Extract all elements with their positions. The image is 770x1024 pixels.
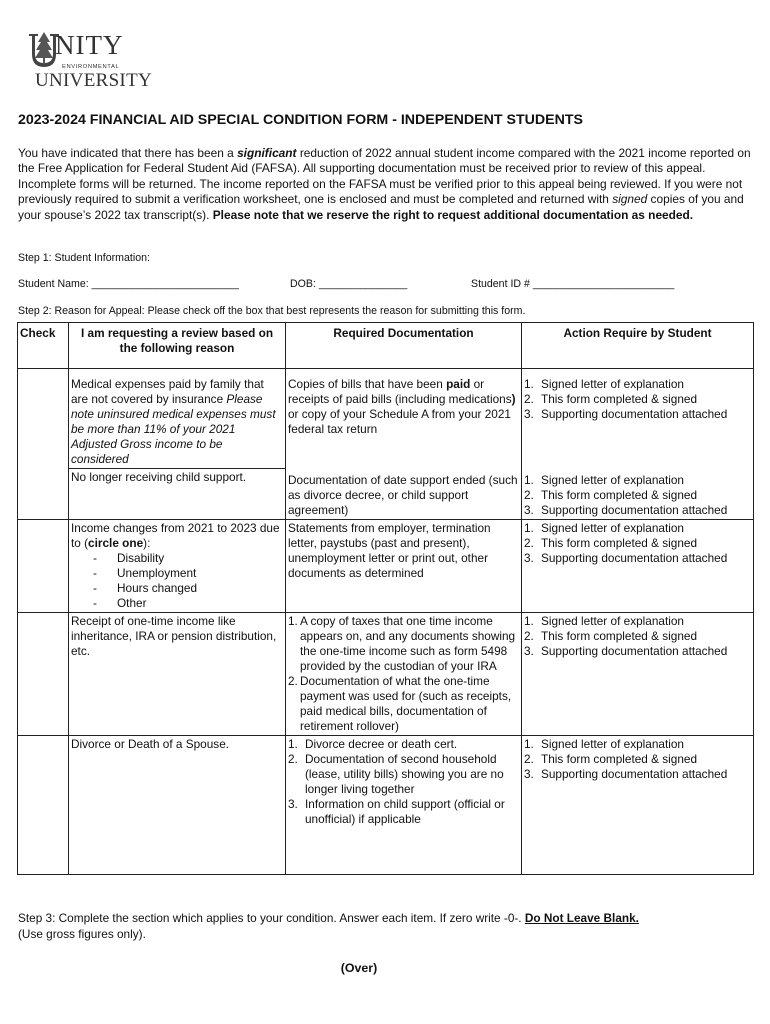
action-one-time-income: 1. Signed letter of explanation 2. This form completed & signed 3. Supporting documentation attached [522,612,754,735]
check-cell-one-time-income[interactable] [18,612,69,735]
logo-word-unity: NITY [55,30,124,60]
table-row [18,376,754,469]
header-reason: I am requesting a review based on the following reason [69,323,286,369]
step1-label: Step 1: Student Information: [18,252,150,264]
dob-field[interactable]: DOB: _______________ [290,278,408,290]
check-cell-medical[interactable] [18,376,69,469]
form-title: 2023-2024 FINANCIAL AID SPECIAL CONDITION FORM - INDEPENDENT STUDENTS [18,112,583,128]
student-name-field[interactable]: Student Name: _________________________ [18,278,239,290]
student-id-field[interactable]: Student ID # ________________________ [471,278,675,290]
step2-label: Step 2: Reason for Appeal: Please check off the box that best represents the reason for submitting this form. [18,305,526,317]
reason-medical: Medical expenses paid by family that are not covered by insurance Please note uninsured medical expenses must be more than 11% of your 2021 Adjusted Gross income to be considered [69,376,286,469]
docs-one-time-income: 1. A copy of taxes that one time income appears on, and any documents showing the one-time income such as form 5498 provided by the custodian of your IRA 2. Documentation of what the one-time payment was used for (such as receipts, paid medical bills, documentation of retirement rollover) [286,612,522,735]
check-cell-divorce[interactable] [18,735,69,828]
table-row [18,612,754,735]
action-divorce: 1. Signed letter of explanation 2. This form completed & signed 3. Supporting documentation attached [522,735,754,828]
reason-divorce: Divorce or Death of a Spouse. [69,735,286,828]
action-income-change: 1. Signed letter of explanation 2. This form completed & signed 3. Supporting documentation attached [522,519,754,612]
appeal-reasons-table [17,322,754,875]
logo-university: UNIVERSITY [35,70,152,91]
page-over-note: (Over) [340,961,378,975]
table-row [18,469,754,520]
intro-paragraph: You have indicated that there has been a significant reduction of 2022 annual student income compared with the 2021 income reported on the Free Application for Federal Student Aid (FAFSA). All supporting documentation must be received prior to review of this appeal. Incomplete forms will be returned. The income reported on the FAFSA must be verified prior to this appeal being reviewed. If you were not previously required to submit a verification worksheet, one is enclosed and must be completed and returned with signed copies of you and your spouse’s 2022 tax transcript(s). Please note that we reserve the right to request additional documentation as needed. [18,146,751,222]
docs-medical: Copies of bills that have been paid or receipts of paid bills (including medications) or copy of your Schedule A from your 2021 federal tax return [286,376,522,469]
step3-instructions: Step 3: Complete the section which applies to your condition. Answer each item. If zero write -0-. Do Not Leave Blank. (Use gross figures only). [18,911,639,941]
docs-income-change: Statements from employer, termination letter, paystubs (past and present), unemployment letter or print out, other documents as determined [286,519,522,612]
check-cell-income-change[interactable] [18,519,69,612]
reason-child-support: No longer receiving child support. [69,469,286,520]
reason-income-change: Income changes from 2021 to 2023 due to (circle one): - Disability - Unemployment - Hours changed - Other [69,519,286,612]
table-row [18,735,754,828]
logo-environmental: ENVIRONMENTAL [62,64,120,70]
reason-one-time-income: Receipt of one-time income like inheritance, IRA or pension distribution, etc. [69,612,286,735]
action-medical: 1. Signed letter of explanation 2. This form completed & signed 3. Supporting documentation attached [522,376,754,469]
action-child-support: 1. Signed letter of explanation 2. This form completed & signed 3. Supporting documentation attached [522,469,754,520]
docs-divorce: 1. Divorce decree or death cert. 2. Documentation of second household (lease, utility bills) showing you are no longer living together 3. Information on child support (official or unofficial) if applicable [286,735,522,828]
header-documentation: Required Documentation [286,323,522,369]
check-cell-child-support[interactable] [18,469,69,520]
university-logo [26,30,152,92]
header-action: Action Require by Student [522,323,754,369]
table-row [18,519,754,612]
header-check: Check [18,323,69,369]
docs-child-support: Documentation of date support ended (such as divorce decree, or child support agreement) [286,469,522,520]
table-header-row [18,323,754,369]
